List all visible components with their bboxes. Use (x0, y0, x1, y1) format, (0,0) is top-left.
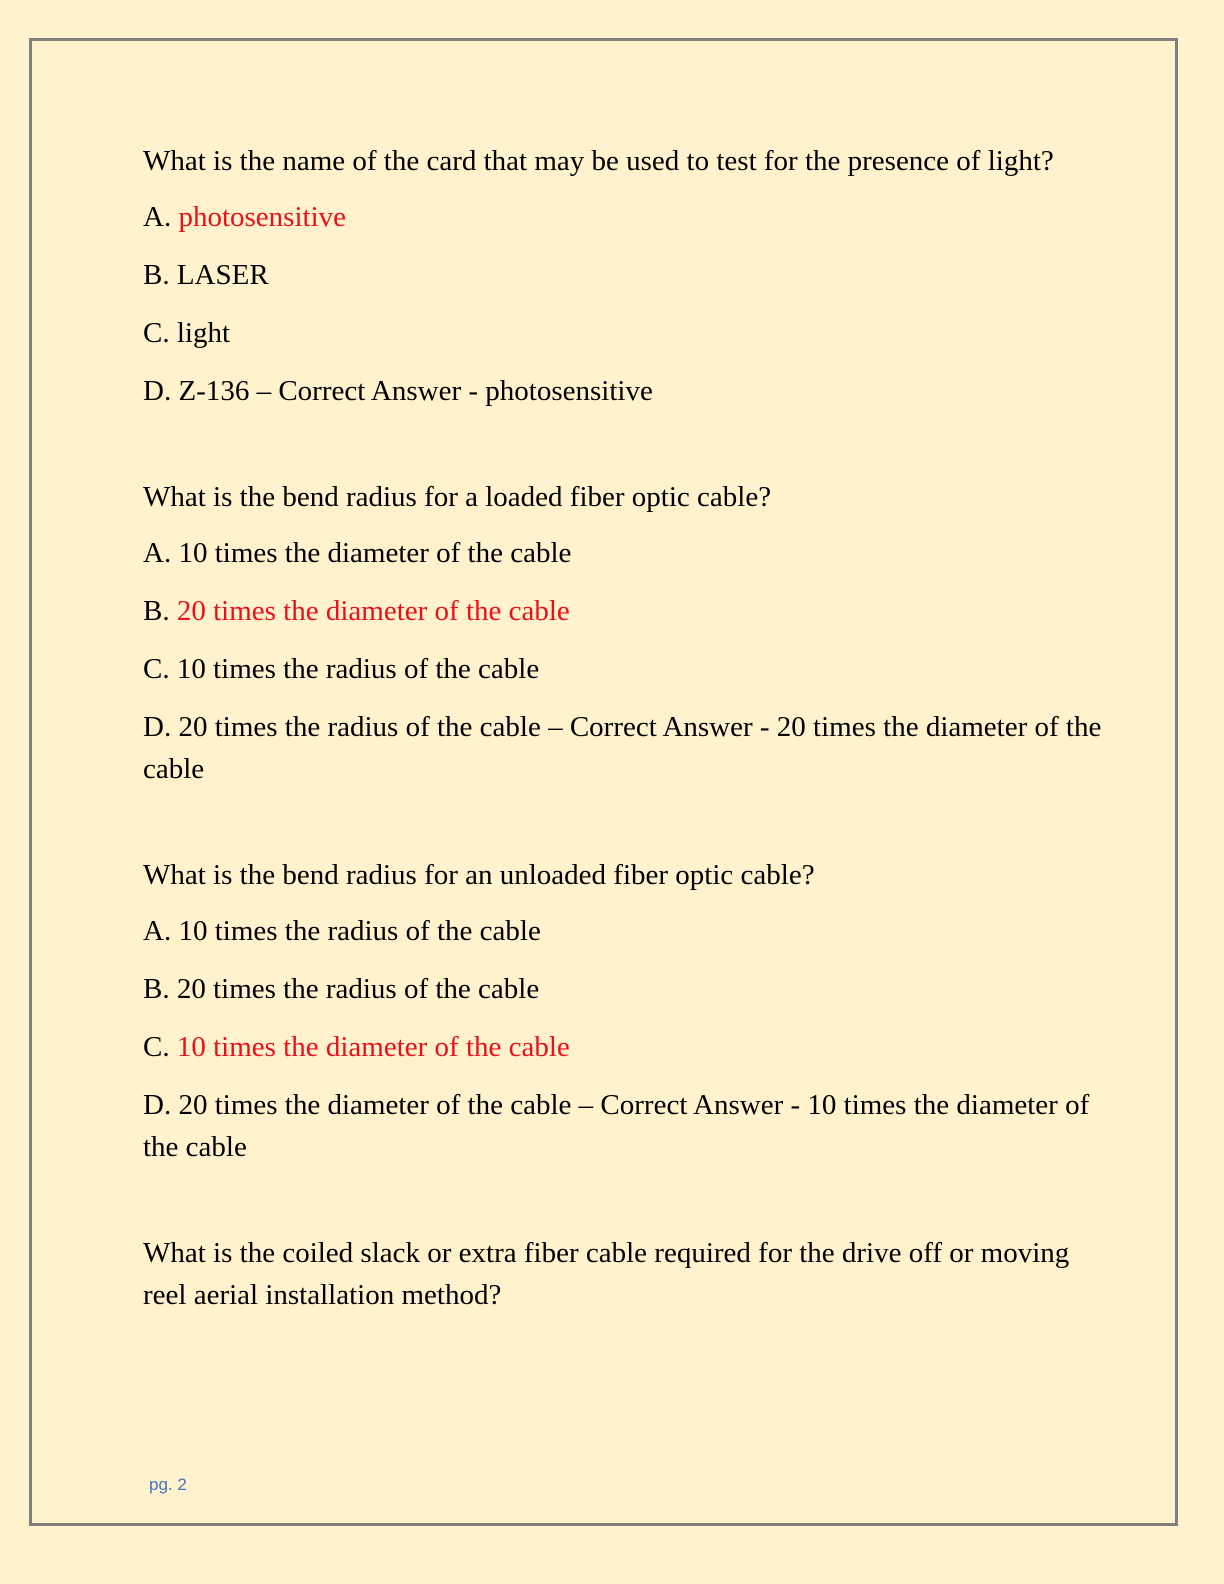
option-letter: A. (143, 201, 179, 233)
option-letter: D. (143, 1089, 179, 1121)
option-d (143, 370, 1103, 412)
option-text: Z-136 (178, 375, 250, 407)
option-text: 10 times the radius of the cable (176, 653, 540, 685)
correct-answer-note: – Correct Answer - 20 times the diameter of the cable (143, 711, 1102, 785)
option-letter: B. (143, 595, 177, 627)
option-c (143, 1026, 1103, 1068)
question-4 (143, 1232, 1103, 1316)
option-letter: C. (143, 653, 177, 685)
document-body (143, 140, 1103, 1380)
option-text-highlighted: photosensitive (178, 201, 346, 233)
option-a (143, 910, 1103, 952)
question-text: What is the bend radius for a loaded fiber optic cable? (143, 481, 772, 513)
page-number: pg. 2 (149, 1475, 187, 1494)
option-b (143, 590, 1103, 632)
option-text: 20 times the radius of the cable (178, 711, 541, 743)
option-d (143, 706, 1103, 790)
question-text: What is the bend radius for an unloaded fiber optic cable? (143, 859, 815, 891)
option-text-highlighted: 10 times the diameter of the cable (176, 1031, 570, 1063)
question-1 (143, 140, 1103, 412)
option-letter: C. (143, 317, 177, 349)
option-letter: B. (143, 259, 177, 291)
option-letter: A. (143, 537, 179, 569)
option-letter: D. (143, 375, 179, 407)
option-letter: B. (143, 973, 177, 1005)
option-a (143, 532, 1103, 574)
option-text: 20 times the radius of the cable (176, 973, 540, 1005)
option-letter: A. (143, 915, 179, 947)
option-b (143, 968, 1103, 1010)
question-text: What is the name of the card that may be used to test for the presence of light? (143, 145, 1054, 177)
option-d (143, 1084, 1103, 1168)
option-c (143, 648, 1103, 690)
option-text: light (176, 317, 231, 349)
question-2 (143, 476, 1103, 790)
option-text: LASER (176, 259, 269, 291)
option-letter: C. (143, 1031, 177, 1063)
option-b (143, 254, 1103, 296)
correct-answer-note: – Correct Answer - 10 times the diameter of the cable (143, 1089, 1090, 1163)
question-3 (143, 854, 1103, 1168)
option-text: 10 times the diameter of the cable (178, 537, 572, 569)
option-text: 10 times the radius of the cable (178, 915, 541, 947)
option-c (143, 312, 1103, 354)
option-a (143, 196, 1103, 238)
option-text: 20 times the diameter of the cable (178, 1089, 572, 1121)
question-text: What is the coiled slack or extra fiber cable required for the drive off or moving reel aerial installation method? (143, 1237, 1070, 1311)
correct-answer-note: – Correct Answer - photosensitive (249, 375, 653, 407)
option-text-highlighted: 20 times the diameter of the cable (176, 595, 570, 627)
option-letter: D. (143, 711, 179, 743)
